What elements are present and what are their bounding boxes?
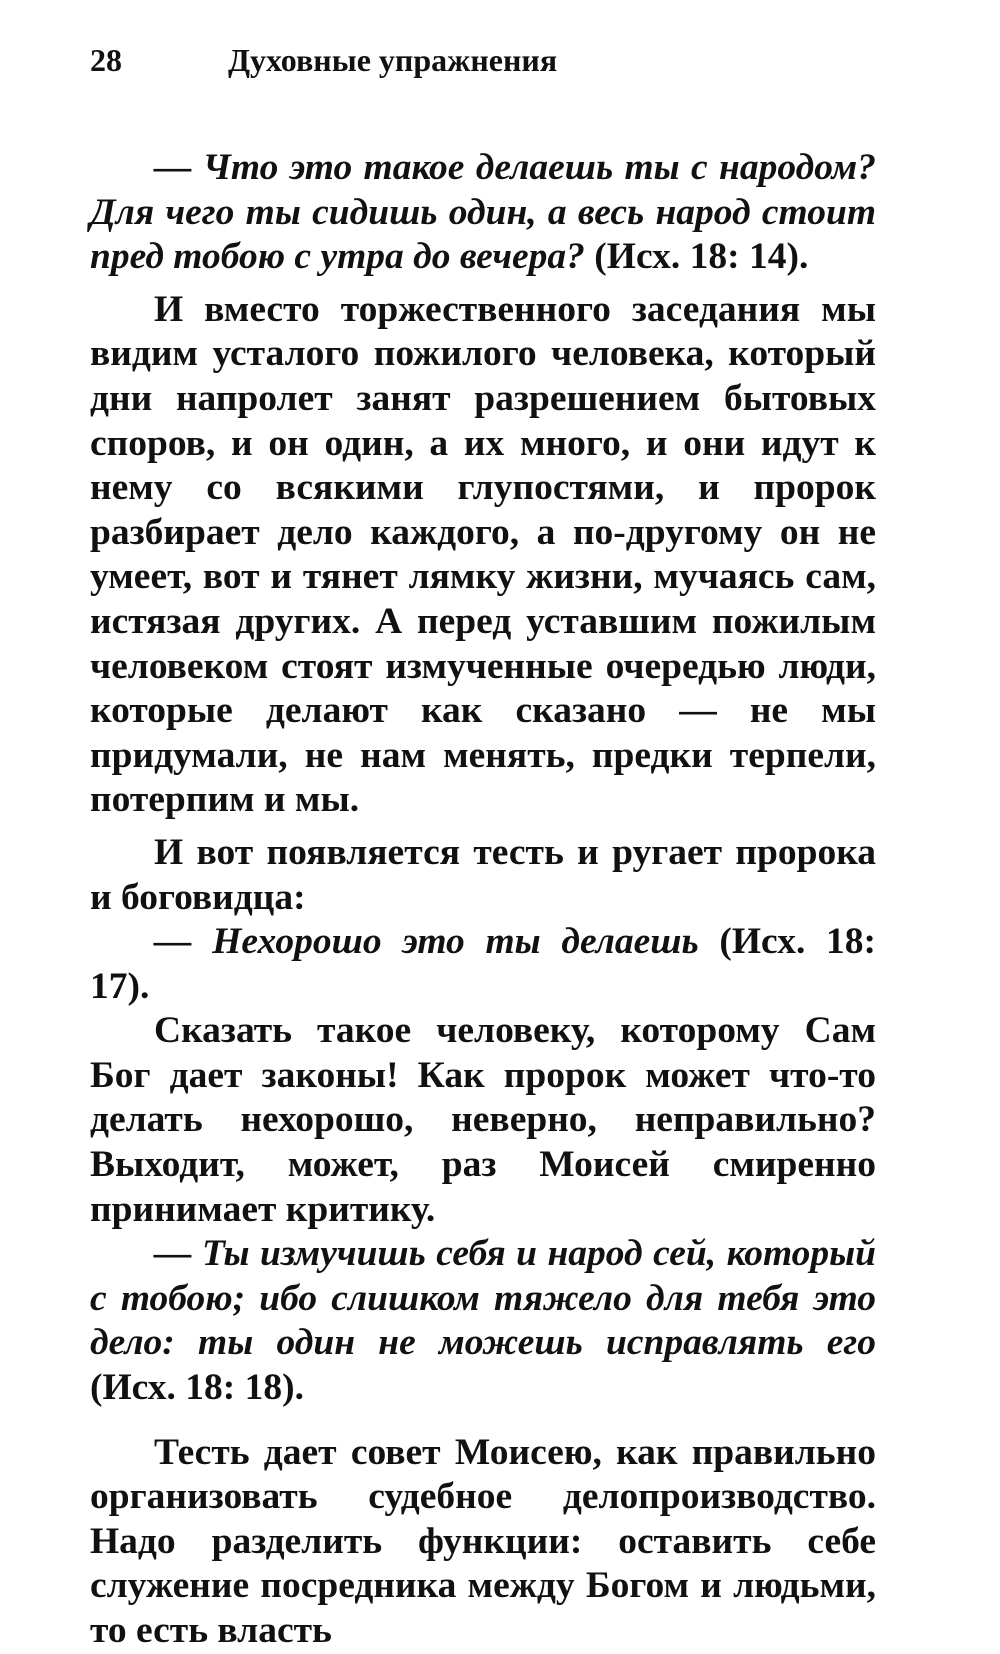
- body-text: [90, 146, 876, 1654]
- paragraph-3: И вот появляется тесть и ругает пророка и боговидца:: [90, 831, 876, 918]
- paragraph-4: [90, 920, 876, 1009]
- scripture-quote-3: — Ты измучишь себя и народ сей, который с тобою; ибо слишком тяжело для тебя это дело: ты один не можешь исправлять его: [90, 1233, 876, 1364]
- paragraph-7: Тесть дает совет Моисею, как правильно организовать судебное делопроизводство. Надо разделить функции: оставить себе служение посредника между Богом и людьми, то есть власть: [90, 1431, 876, 1651]
- scripture-quote-1: — Что это такое делаешь ты с народом? Для чего ты сидишь один, а весь народ стоит пред тобою с утра до вечера?: [90, 147, 876, 278]
- page-header: [90, 36, 890, 84]
- page-number: 28: [90, 42, 122, 78]
- paragraph-5: Сказать такое человеку, которому Сам Бог дает законы! Как пророк может что-то делать нехорошо, неверно, неправильно? Выходит, может, раз Моисей смиренно принимает критику.: [90, 1010, 876, 1230]
- paragraph-1: [90, 146, 876, 280]
- scripture-quote-2: — Нехорошо это ты делаешь: [154, 921, 699, 963]
- citation-1: (Исх. 18: 14).: [584, 236, 809, 278]
- paragraph-6: [90, 1232, 876, 1410]
- paragraph-2: И вместо торжественного заседания мы видим усталого пожилого человека, который дни напролет занят разрешением бытовых споров, и он один, а их много, и они идут к нему со всякими глупостями, и пророк разбирает дело каждого, а по-другому он не умеет, вот и тянет лямку жизни, мучаясь сам, истязая других. А перед уставшим пожилым человеком стоят измученные очередью люди, которые делают как сказано — не мы придумали, не нам менять, предки терпели, потерпим и мы.: [90, 288, 876, 821]
- running-title: Духовные упражнения: [228, 42, 558, 78]
- citation-2: (Исх. 18: 17).: [90, 921, 877, 1007]
- citation-3: (Исх. 18: 18).: [90, 1367, 305, 1409]
